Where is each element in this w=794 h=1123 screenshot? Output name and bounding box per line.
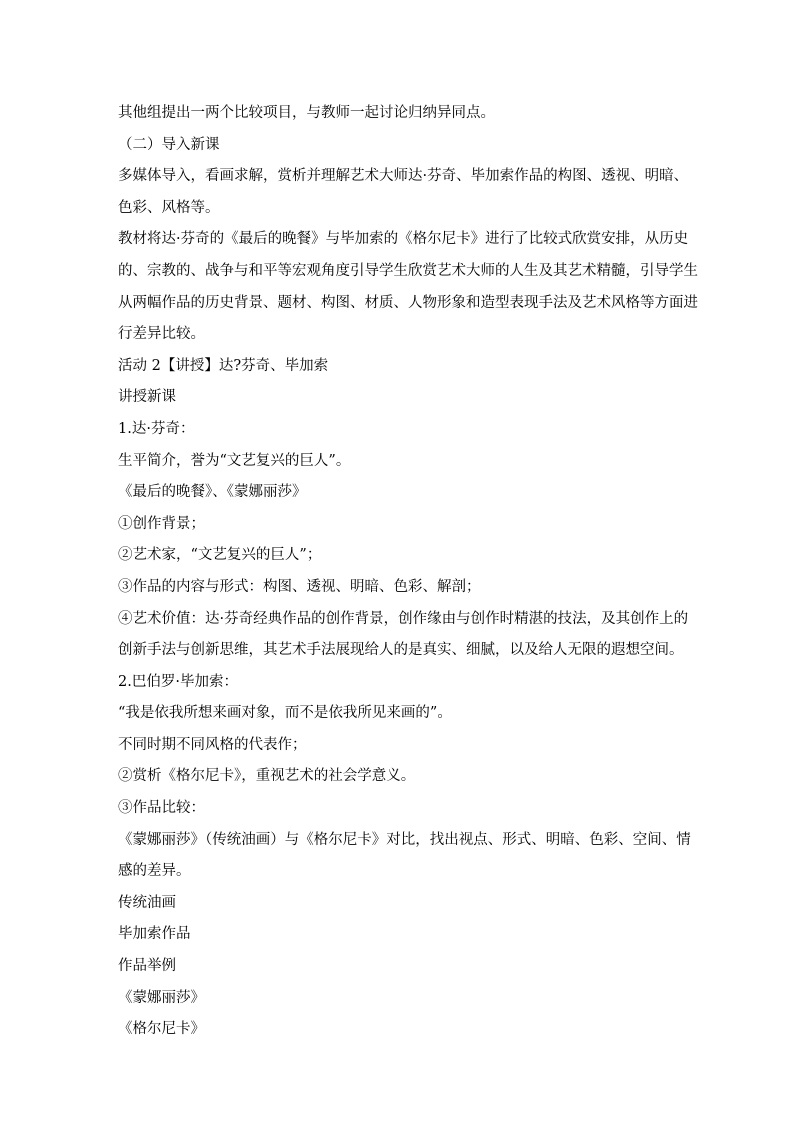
list-item: ③作品比较： [118, 800, 205, 817]
list-item: ①创作背景； [118, 515, 205, 532]
text-line: 《最后的晚餐》、《蒙娜丽莎》 [118, 484, 307, 501]
quote-line: “我是依我所想来画对象，而不是依我所见来画的”。 [118, 705, 452, 722]
table-cell-text: 《蒙娜丽莎》 [118, 989, 205, 1006]
table-cell-text: 传统油画 [118, 894, 176, 911]
table-cell-text: 《格尔尼卡》 [118, 1021, 205, 1038]
text-line: 创新手法与创新思维，其艺术手法展现给人的是真实、细腻，以及给人无限的遐想空间。 [118, 642, 684, 659]
text-line: 其他组提出一两个比较项目，与教师一起讨论归纳异同点。 [118, 105, 495, 121]
activity-heading: 活动 2【讲授】达?芬奇、毕加索 [118, 357, 329, 374]
numbered-heading: 1.达·芬奇： [118, 420, 195, 437]
list-item: ④艺术价值：达·芬奇经典作品的创作背景，创作缘由与创作时精湛的技法，及其创作上的 [118, 610, 689, 627]
text-line: 讲授新课 [118, 389, 176, 406]
text-line: 不同时期不同风格的代表作； [118, 736, 307, 753]
list-item: ②赏析《格尔尼卡》，重视艺术的社会学意义。 [118, 768, 416, 785]
text-line: 感的差异。 [118, 863, 191, 880]
text-line: 行差异比较。 [118, 326, 205, 343]
document-body [118, 98, 698, 1046]
section-heading: （二）导入新课 [118, 136, 220, 153]
text-line: 《蒙娜丽莎》（传统油画）与《格尔尼卡》对比，找出视点、形式、明暗、色彩、空间、情 [118, 831, 691, 848]
text-line: 教材将达·芬奇的《最后的晚餐》与毕加索的《格尔尼卡》进行了比较式欣赏安排，从历史 [118, 231, 689, 248]
table-cell-text: 毕加索作品 [118, 926, 191, 943]
list-item: ③作品的内容与形式：构图、透视、明暗、色彩、解剖； [118, 578, 481, 595]
text-line: 生平简介，誉为“文艺复兴的巨人”。 [118, 452, 351, 469]
text-line: 从两幅作品的历史背景、题材、构图、材质、人物形象和造型表现手法及艺术风格等方面进 [118, 294, 698, 311]
list-item: ②艺术家，“文艺复兴的巨人”； [118, 547, 322, 564]
text-line: 多媒体导入，看画求解，赏析并理解艺术大师达·芬奇、毕加索作品的构图、透视、明暗、 [118, 168, 689, 185]
table-cell-text: 作品举例 [118, 958, 176, 975]
numbered-heading: 2.巴伯罗·毕加索： [118, 673, 238, 690]
text-line: 的、宗教的、战争与和平等宏观角度引导学生欣赏艺术大师的人生及其艺术精髓，引导学生 [118, 262, 698, 279]
text-line: 色彩、风格等。 [118, 199, 220, 216]
